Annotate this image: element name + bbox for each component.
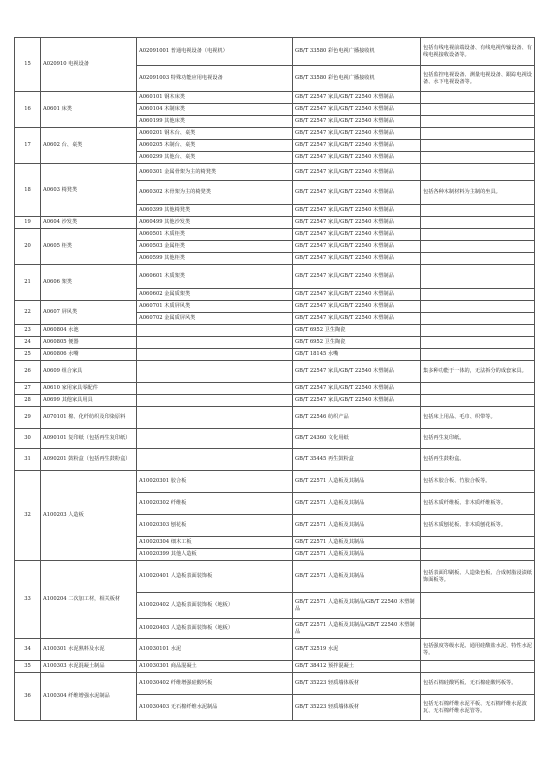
subcategory-cell: A10030402 纤维增强硅酸钙板 bbox=[137, 673, 293, 695]
subcategory-cell: A02091003 特殊功能应用电视设备 bbox=[137, 66, 293, 92]
category-cell: A070101 棉、化纤纺织及印染原料 bbox=[41, 407, 137, 429]
standard-cell: GB/T 18145 水嘴 bbox=[293, 349, 421, 361]
category-cell: A0607 屏风类 bbox=[41, 301, 137, 325]
subcategory-cell: A10030301 商品混凝土 bbox=[137, 661, 293, 673]
category-cell: A0602 台、桌类 bbox=[41, 128, 137, 164]
subcategory-cell: A060299 其他台、桌类 bbox=[137, 152, 293, 164]
row-number: 32 bbox=[15, 471, 41, 561]
note-cell bbox=[421, 395, 535, 407]
standard-cell: GB/T 22547 家具/GB/T 22540 木塑制品 bbox=[293, 217, 421, 229]
subcategory-cell: A060599 其他柜类 bbox=[137, 253, 293, 265]
note-cell bbox=[421, 265, 535, 289]
subcategory-cell bbox=[137, 429, 293, 449]
standard-cell: GB/T 22547 家具/GB/T 22540 木塑制品 bbox=[293, 140, 421, 152]
note-cell: 包括各种木制材料为主制的坐具。 bbox=[421, 181, 535, 205]
note-cell: 包括无石棉纤维水泥平板、无石棉纤维水泥波瓦、无石棉纤维水泥管等。 bbox=[421, 695, 535, 721]
standard-cell: GB/T 32519 水泥 bbox=[293, 639, 421, 661]
standard-cell: GB/T 22547 家具/GB/T 22540 木塑制品 bbox=[293, 301, 421, 313]
note-cell bbox=[421, 383, 535, 395]
subcategory-cell: A10020303 刨花板 bbox=[137, 515, 293, 537]
row-number: 33 bbox=[15, 561, 41, 639]
subcategory-cell: A060205 木制台、桌类 bbox=[137, 140, 293, 152]
row-number: 36 bbox=[15, 673, 41, 721]
standard-cell: GB/T 22571 人造板及其制品 bbox=[293, 537, 421, 549]
standard-cell: GB/T 22571 人造板及其制品 bbox=[293, 561, 421, 593]
standard-cell: GB/T 6952 卫生陶瓷 bbox=[293, 337, 421, 349]
category-cell: A0605 柜类 bbox=[41, 229, 137, 265]
standard-cell: GB/T 24360 文化用纸 bbox=[293, 429, 421, 449]
row-number: 20 bbox=[15, 229, 41, 265]
row-number: 15 bbox=[15, 38, 41, 92]
subcategory-cell: A060104 木制床类 bbox=[137, 104, 293, 116]
category-cell: A090201 鼓粉盒（包括再生鼓粉盒） bbox=[41, 449, 137, 471]
subcategory-cell: A10030403 无石棉纤维水泥制品 bbox=[137, 695, 293, 721]
table-row bbox=[15, 301, 535, 313]
note-cell bbox=[421, 253, 535, 265]
subcategory-cell: A10020399 其他人造板 bbox=[137, 549, 293, 561]
subcategory-cell: A060702 金属质屏风类 bbox=[137, 313, 293, 325]
standard-cell: GB/T 22571 人造板及其制品 bbox=[293, 493, 421, 515]
category-cell: A0699 其他家具用具 bbox=[41, 395, 137, 407]
subcategory-cell: A060101 钢木床类 bbox=[137, 92, 293, 104]
standard-cell: GB/T 22547 家具/GB/T 22540 木塑制品 bbox=[293, 116, 421, 128]
subcategory-cell: A10020402 人造板表面装饰板（地板） bbox=[137, 593, 293, 619]
note-cell: 包括强度等级水泥、通用硅酸盐水泥、特性水泥等。 bbox=[421, 639, 535, 661]
category-cell: A100203 人造板 bbox=[41, 471, 137, 561]
row-number: 18 bbox=[15, 164, 41, 217]
row-number: 30 bbox=[15, 429, 41, 449]
row-number: 22 bbox=[15, 301, 41, 325]
standard-cell: GB/T 6952 卫生陶瓷 bbox=[293, 325, 421, 337]
table-row bbox=[15, 383, 535, 395]
note-cell bbox=[421, 217, 535, 229]
subcategory-cell: A060201 钢木台、桌类 bbox=[137, 128, 293, 140]
table-row bbox=[15, 92, 535, 104]
standard-cell: GB/T 22547 家具/GB/T 22540 木塑制品 bbox=[293, 313, 421, 325]
standard-cell: GB/T 22547 家具/GB/T 22540 木塑制品 bbox=[293, 253, 421, 265]
note-cell bbox=[421, 549, 535, 561]
note-cell bbox=[421, 205, 535, 217]
note-cell bbox=[421, 337, 535, 349]
subcategory-cell: A10020304 细木工板 bbox=[137, 537, 293, 549]
row-number: 21 bbox=[15, 265, 41, 301]
table-row bbox=[15, 639, 535, 661]
note-cell bbox=[421, 116, 535, 128]
note-cell: 包括再生鼓粉盒。 bbox=[421, 449, 535, 471]
note-cell bbox=[421, 313, 535, 325]
table-row bbox=[15, 395, 535, 407]
row-number: 23 bbox=[15, 325, 41, 337]
row-number: 26 bbox=[15, 361, 41, 383]
standard-cell: GB/T 22547 家具/GB/T 22540 木塑制品 bbox=[293, 152, 421, 164]
note-cell: 包括表面印刷板、人造染色板、合成树脂浸渍纸饰面板等。 bbox=[421, 561, 535, 593]
note-cell: 包括再生复印纸。 bbox=[421, 429, 535, 449]
standard-cell: GB/T 22547 家具/GB/T 22540 木塑制品 bbox=[293, 164, 421, 181]
table-row bbox=[15, 164, 535, 181]
category-cell: A0603 椅凳类 bbox=[41, 164, 137, 217]
subcategory-cell bbox=[137, 361, 293, 383]
category-cell: A100304 纤维增强水泥制品 bbox=[41, 673, 137, 721]
standard-cell: GB/T 22547 家具/GB/T 22540 木塑制品 bbox=[293, 229, 421, 241]
note-cell bbox=[421, 619, 535, 639]
note-cell bbox=[421, 289, 535, 301]
subcategory-cell bbox=[137, 325, 293, 337]
category-cell: A060804 水池 bbox=[41, 325, 137, 337]
standard-cell: GB/T 22547 家具/GB/T 22540 木塑制品 bbox=[293, 241, 421, 253]
note-cell bbox=[421, 537, 535, 549]
standard-cell: GB/T 33580 彩色电视广播接收机 bbox=[293, 66, 421, 92]
standard-cell: GB/T 33580 彩色电视广播接收机 bbox=[293, 38, 421, 66]
category-cell: A100303 水泥混凝土制品 bbox=[41, 661, 137, 673]
table-row bbox=[15, 128, 535, 140]
standard-cell: GB/T 22571 人造板及其制品 bbox=[293, 549, 421, 561]
note-cell: 包括监控电视设备、测量电视设备、跟踪电视设备、水下电视设备等。 bbox=[421, 66, 535, 92]
standard-cell: GB/T 22547 家具/GB/T 22540 木塑制品 bbox=[293, 104, 421, 116]
note-cell bbox=[421, 349, 535, 361]
category-cell: A090101 复印纸（包括再生复印纸） bbox=[41, 429, 137, 449]
subcategory-cell bbox=[137, 449, 293, 471]
category-cell: A0606 架类 bbox=[41, 265, 137, 301]
table-row bbox=[15, 561, 535, 593]
standard-cell: GB/T 35445 再生鼓粉盒 bbox=[293, 449, 421, 471]
standard-cell: GB/T 22571 人造板及其制品 bbox=[293, 515, 421, 537]
subcategory-cell: A10020302 纤维板 bbox=[137, 493, 293, 515]
subcategory-cell bbox=[137, 383, 293, 395]
row-number: 27 bbox=[15, 383, 41, 395]
row-number: 19 bbox=[15, 217, 41, 229]
note-cell: 包括木质纤维板、非木质纤维板等。 bbox=[421, 493, 535, 515]
standard-cell: GB/T 22547 家具/GB/T 22540 木塑制品 bbox=[293, 361, 421, 383]
note-cell bbox=[421, 164, 535, 181]
subcategory-cell: A060701 木质屏风类 bbox=[137, 301, 293, 313]
row-number: 35 bbox=[15, 661, 41, 673]
category-cell: A060805 便器 bbox=[41, 337, 137, 349]
row-number: 31 bbox=[15, 449, 41, 471]
note-cell bbox=[421, 301, 535, 313]
standard-cell: GB/T 22547 家具/GB/T 22540 木塑制品 bbox=[293, 289, 421, 301]
standard-cell: GB/T 22546 纺织产品 bbox=[293, 407, 421, 429]
note-cell bbox=[421, 241, 535, 253]
note-cell bbox=[421, 593, 535, 619]
table-row bbox=[15, 429, 535, 449]
subcategory-cell: A060199 其他床类 bbox=[137, 116, 293, 128]
subcategory-cell: A060302 木骨架为主的椅凳类 bbox=[137, 181, 293, 205]
subcategory-cell: A060499 其他沙发类 bbox=[137, 217, 293, 229]
row-number: 28 bbox=[15, 395, 41, 407]
category-cell: A0604 沙发类 bbox=[41, 217, 137, 229]
subcategory-cell: A10020403 人造板表面装饰板（地板） bbox=[137, 619, 293, 639]
category-cell: A0601 床类 bbox=[41, 92, 137, 128]
category-cell: A0610 家用家具零配件 bbox=[41, 383, 137, 395]
note-cell: 包括床上用品、毛巾、织带等。 bbox=[421, 407, 535, 429]
subcategory-cell: A060399 其他椅凳类 bbox=[137, 205, 293, 217]
note-cell bbox=[421, 325, 535, 337]
row-number: 17 bbox=[15, 128, 41, 164]
subcategory-cell: A060503 金属柜类 bbox=[137, 241, 293, 253]
note-cell bbox=[421, 140, 535, 152]
category-cell: A060806 水嘴 bbox=[41, 349, 137, 361]
note-cell: 包括有线电视前端设备、有线电视传输设备、有线电视接收设备等。 bbox=[421, 38, 535, 66]
note-cell: 包括石棉硅酸钙板、无石棉硅酸钙板等。 bbox=[421, 673, 535, 695]
row-number: 24 bbox=[15, 337, 41, 349]
subcategory-cell: A10020301 胶合板 bbox=[137, 471, 293, 493]
note-cell bbox=[421, 229, 535, 241]
table-row bbox=[15, 449, 535, 471]
subcategory-cell bbox=[137, 395, 293, 407]
table-row bbox=[15, 471, 535, 493]
category-cell: A100301 水泥熟料及水泥 bbox=[41, 639, 137, 661]
subcategory-cell: A060601 木质架类 bbox=[137, 265, 293, 289]
category-cell: A020910 电视设备 bbox=[41, 38, 137, 92]
note-cell bbox=[421, 92, 535, 104]
subcategory-cell: A10030101 水泥 bbox=[137, 639, 293, 661]
subcategory-cell bbox=[137, 349, 293, 361]
standard-cell: GB/T 22571 人造板及其制品/GB/T 22540 木塑制品 bbox=[293, 619, 421, 639]
standard-cell: GB/T 22547 家具/GB/T 22540 木塑制品 bbox=[293, 395, 421, 407]
subcategory-cell: A02091001 普通电视设备（电视机） bbox=[137, 38, 293, 66]
standard-cell: GB/T 35223 轻质墙体板材 bbox=[293, 673, 421, 695]
standard-cell: GB/T 22571 人造板及其制品/GB/T 22540 木塑制品 bbox=[293, 593, 421, 619]
standards-table bbox=[14, 37, 535, 721]
note-cell bbox=[421, 128, 535, 140]
subcategory-cell bbox=[137, 337, 293, 349]
standard-cell: GB/T 22547 家具/GB/T 22540 木塑制品 bbox=[293, 181, 421, 205]
standard-cell: GB/T 22547 家具/GB/T 22540 木塑制品 bbox=[293, 383, 421, 395]
table-row bbox=[15, 661, 535, 673]
subcategory-cell: A060301 金属骨架为主的椅凳类 bbox=[137, 164, 293, 181]
note-cell: 包括木质刨花板、非木质刨花板等。 bbox=[421, 515, 535, 537]
row-number: 34 bbox=[15, 639, 41, 661]
note-cell: 集多种功能于一体的，无法拆分的成套家具。 bbox=[421, 361, 535, 383]
note-cell bbox=[421, 104, 535, 116]
category-cell: A0609 组合家具 bbox=[41, 361, 137, 383]
table-row bbox=[15, 38, 535, 66]
row-number: 25 bbox=[15, 349, 41, 361]
note-cell: 包括木胶合板、竹胶合板等。 bbox=[421, 471, 535, 493]
table-row bbox=[15, 349, 535, 361]
subcategory-cell: A10020401 人造板表面装饰板 bbox=[137, 561, 293, 593]
subcategory-cell: A060602 金属质架类 bbox=[137, 289, 293, 301]
row-number: 29 bbox=[15, 407, 41, 429]
category-cell: A100204 二次加工材，相关板材 bbox=[41, 561, 137, 639]
table-row bbox=[15, 217, 535, 229]
table-row bbox=[15, 337, 535, 349]
standard-cell: GB/T 38412 预拌混凝土 bbox=[293, 661, 421, 673]
table-row bbox=[15, 229, 535, 241]
standard-cell: GB/T 35223 轻质墙体板材 bbox=[293, 695, 421, 721]
note-cell bbox=[421, 661, 535, 673]
table-row bbox=[15, 265, 535, 289]
standard-cell: GB/T 22547 家具/GB/T 22540 木塑制品 bbox=[293, 205, 421, 217]
subcategory-cell: A060501 木质柜类 bbox=[137, 229, 293, 241]
table-row bbox=[15, 673, 535, 695]
standard-cell: GB/T 22547 家具/GB/T 22540 木塑制品 bbox=[293, 92, 421, 104]
subcategory-cell bbox=[137, 407, 293, 429]
standard-cell: GB/T 22547 家具/GB/T 22540 木塑制品 bbox=[293, 265, 421, 289]
standard-cell: GB/T 22547 家具/GB/T 22540 木塑制品 bbox=[293, 128, 421, 140]
note-cell bbox=[421, 152, 535, 164]
table-row bbox=[15, 407, 535, 429]
table-row bbox=[15, 361, 535, 383]
row-number: 16 bbox=[15, 92, 41, 128]
table-row bbox=[15, 325, 535, 337]
standard-cell: GB/T 22571 人造板及其制品 bbox=[293, 471, 421, 493]
